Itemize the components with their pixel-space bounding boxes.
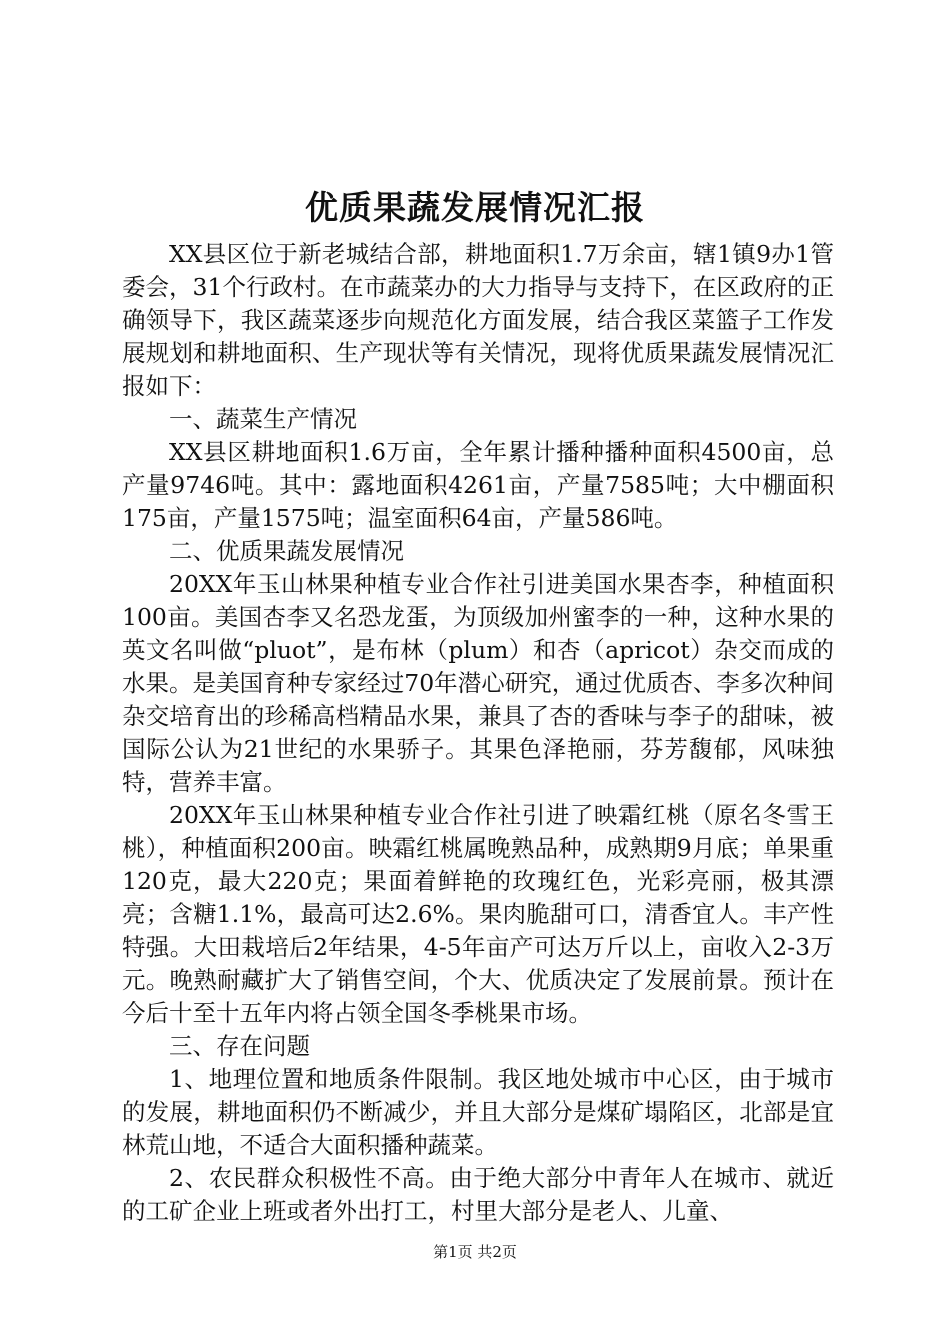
paragraph-problem-2: 2、农民群众积极性不高。由于绝大部分中青年人在城市、就近的工矿企业上班或者外出打工，村里大部分是老人、儿童、: [122, 1164, 834, 1225]
paragraph-intro: XX县区位于新老城结合部，耕地面积1.7万余亩，辖1镇9办1管委会，31个行政村。在市蔬菜办的大力指导与支持下，在区政府的正确领导下，我区蔬菜逐步向规范化方面发展，结合我区菜篮子工作发展规划和耕地面积、生产现状等有关情况，现将优质果蔬发展情况汇报如下：: [122, 240, 834, 400]
section-heading-vegetable-production: 一、蔬菜生产情况: [169, 405, 357, 433]
paragraph-vegetable-production: XX县区耕地面积1.6万亩，全年累计播种播种面积4500亩，总产量9746吨。其中：露地面积4261亩，产量7585吨；大中棚面积175亩，产量1575吨；温室面积64亩，产量586吨。: [122, 438, 834, 532]
section-heading-quality-fruit-veg: 二、优质果蔬发展情况: [169, 537, 404, 565]
section-heading-problems: 三、存在问题: [169, 1032, 310, 1060]
document-body: [122, 238, 834, 1228]
paragraph-peach: 20XX年玉山林果种植专业合作社引进了映霜红桃（原名冬雪王桃），种植面积200亩。映霜红桃属晚熟品种，成熟期9月底；单果重120克，最大220克；果面着鲜艳的玫瑰红色，光彩亮丽，极其漂亮；含糖1.1%，最高可达2.6%。果肉脆甜可口，清香宜人。丰产性特强。大田栽培后2年结果，4-5年亩产可达万斤以上，亩收入2-3万元。晚熟耐藏扩大了销售空间，个大、优质决定了发展前景。预计在今后十至十五年内将占领全国冬季桃果市场。: [122, 801, 834, 1027]
paragraph-problem-1: 1、地理位置和地质条件限制。我区地处城市中心区，由于城市的发展，耕地面积仍不断减少，并且大部分是煤矿塌陷区，北部是宜林荒山地，不适合大面积播种蔬菜。: [122, 1065, 834, 1159]
paragraph-pluot: 20XX年玉山林果种植专业合作社引进美国水果杏李，种植面积100亩。美国杏李又名恐龙蛋，为顶级加州蜜李的一种，这种水果的英文名叫做“pluot”，是布林（plum）和杏（apricot）杂交而成的水果。是美国育种专家经过70年潜心研究，通过优质杏、李多次种间杂交培育出的珍稀高档精品水果，兼具了杏的香味与李子的甜味，被国际公认为21世纪的水果骄子。其果色泽艳丽，芬芳馥郁，风味独特，营养丰富。: [122, 570, 834, 796]
page-number-footer: 第1页 共2页: [433, 1243, 517, 1261]
document-title: 优质果蔬发展情况汇报: [305, 188, 645, 227]
